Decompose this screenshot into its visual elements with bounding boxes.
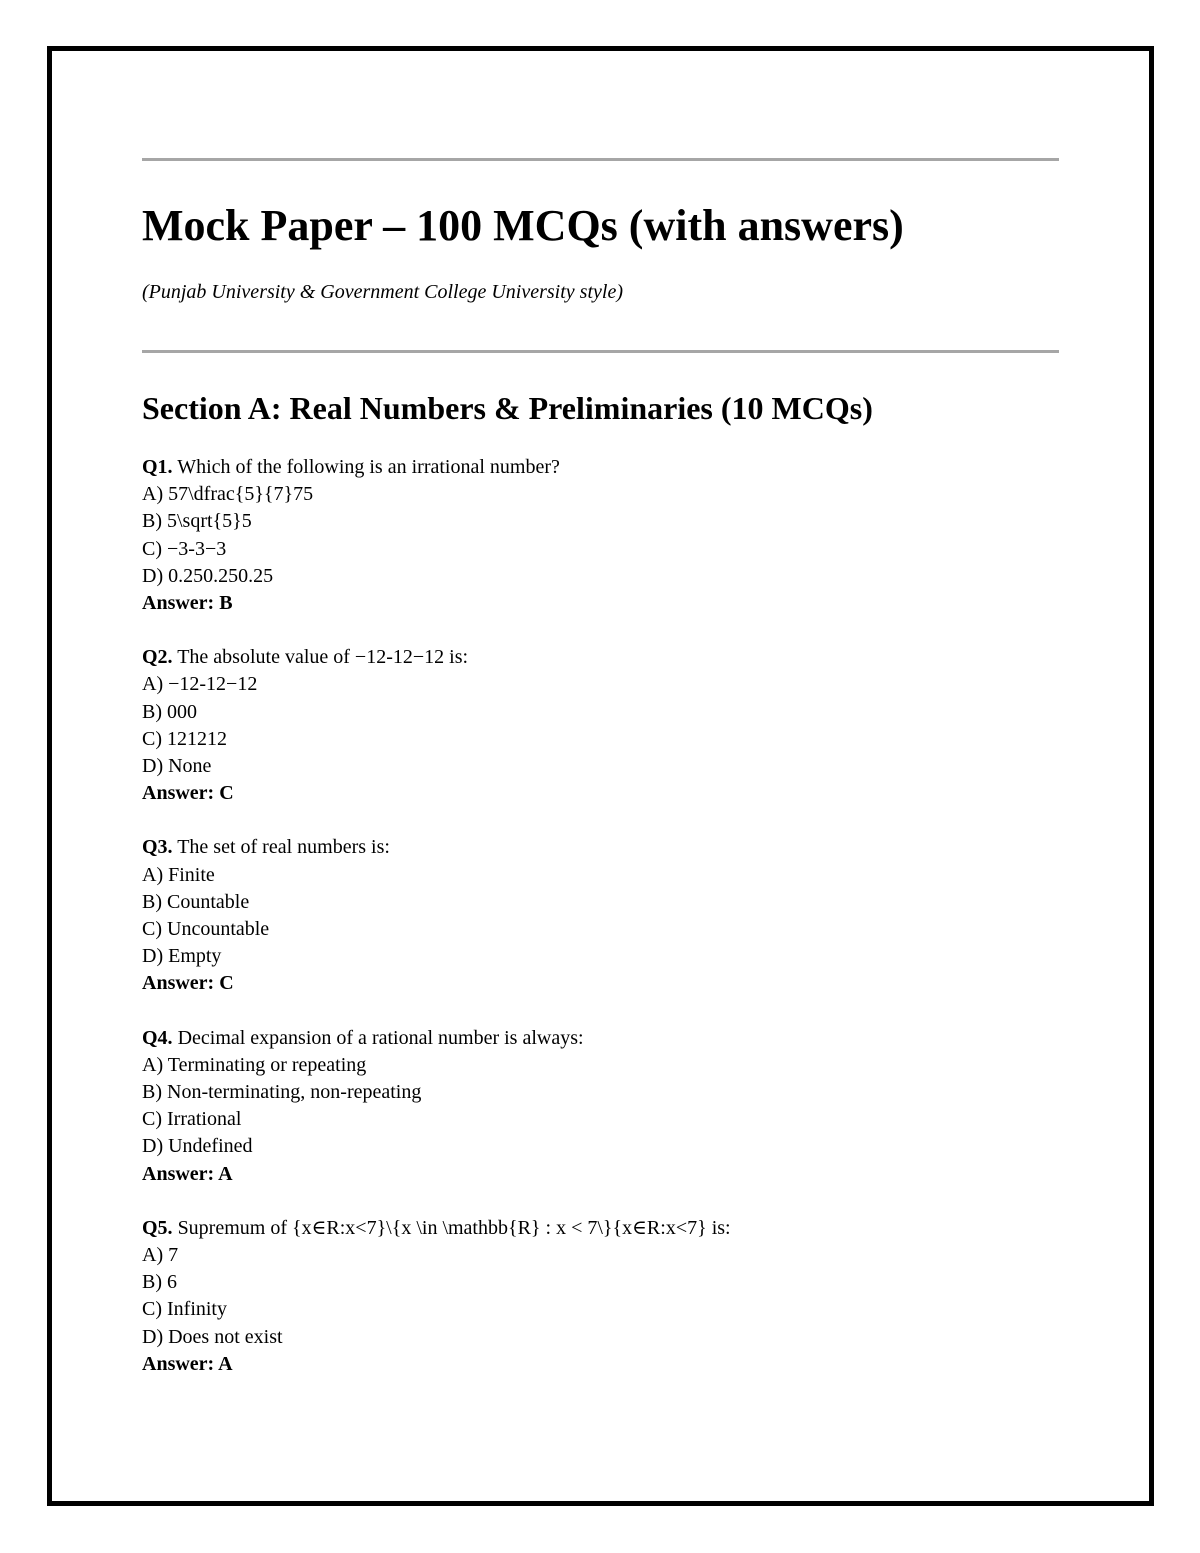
question-q1 bbox=[142, 454, 1062, 617]
answer-line: Answer: A bbox=[142, 1162, 233, 1185]
option-c: C) Irrational bbox=[142, 1108, 242, 1131]
option-b: B) 5\sqrt{5}5 bbox=[142, 510, 252, 533]
option-b: B) Non-terminating, non-repeating bbox=[142, 1081, 422, 1104]
answer-line: Answer: B bbox=[142, 592, 233, 615]
question-text: Decimal expansion of a rational number is always: bbox=[172, 1026, 584, 1049]
option-a: A) 57\dfrac{5}{7}75 bbox=[142, 483, 314, 506]
answer-line: Answer: C bbox=[142, 972, 234, 995]
option-b: B) 000 bbox=[142, 700, 197, 723]
question-number: Q3. bbox=[142, 836, 173, 859]
question-number: Q4. bbox=[142, 1026, 173, 1049]
option-a: A) −12-12−12 bbox=[142, 673, 258, 696]
answer-line: Answer: C bbox=[142, 782, 234, 805]
question-text: Supremum of {x∈R:x<7}\{x \in \mathbb{R} : x < 7\}{x∈R:x<7} is: bbox=[172, 1216, 731, 1239]
option-a: A) 7 bbox=[142, 1244, 179, 1267]
option-c: C) 121212 bbox=[142, 727, 227, 750]
page-subtitle: (Punjab University & Government College University style) bbox=[142, 281, 623, 303]
question-q4 bbox=[142, 1025, 1062, 1188]
question-stem bbox=[142, 1025, 1062, 1052]
question-number: Q1. bbox=[142, 456, 173, 478]
option-b: B) Countable bbox=[142, 890, 250, 913]
option-c: C) Uncountable bbox=[142, 918, 270, 941]
question-stem bbox=[142, 644, 1062, 671]
question-q2 bbox=[142, 644, 1062, 807]
option-d: D) Empty bbox=[142, 945, 222, 968]
option-d: D) 0.250.250.25 bbox=[142, 564, 274, 587]
answer-line: Answer: A bbox=[142, 1352, 233, 1375]
question-q3 bbox=[142, 834, 1062, 997]
option-c: C) −3-3−3 bbox=[142, 537, 227, 560]
question-text: The absolute value of −12-12−12 is: bbox=[172, 646, 469, 669]
question-stem bbox=[142, 454, 1062, 481]
section-heading: Section A: Real Numbers & Preliminaries (10 MCQs) bbox=[142, 390, 873, 426]
option-d: D) None bbox=[142, 755, 212, 778]
question-stem bbox=[142, 1215, 1062, 1242]
question-list bbox=[142, 454, 1062, 1405]
question-number: Q5. bbox=[142, 1216, 173, 1239]
option-a: A) Terminating or repeating bbox=[142, 1053, 367, 1076]
option-c: C) Infinity bbox=[142, 1298, 227, 1321]
option-d: D) Does not exist bbox=[142, 1325, 283, 1348]
option-a: A) Finite bbox=[142, 863, 215, 886]
question-text: Which of the following is an irrational number? bbox=[172, 456, 560, 478]
question-q5 bbox=[142, 1215, 1062, 1378]
section-divider bbox=[142, 350, 1059, 353]
option-d: D) Undefined bbox=[142, 1135, 253, 1158]
question-stem bbox=[142, 834, 1062, 861]
question-number: Q2. bbox=[142, 646, 173, 669]
option-b: B) 6 bbox=[142, 1271, 177, 1294]
page-title: Mock Paper – 100 MCQs (with answers) bbox=[142, 201, 904, 250]
question-text: The set of real numbers is: bbox=[172, 836, 390, 859]
top-divider bbox=[142, 158, 1059, 161]
